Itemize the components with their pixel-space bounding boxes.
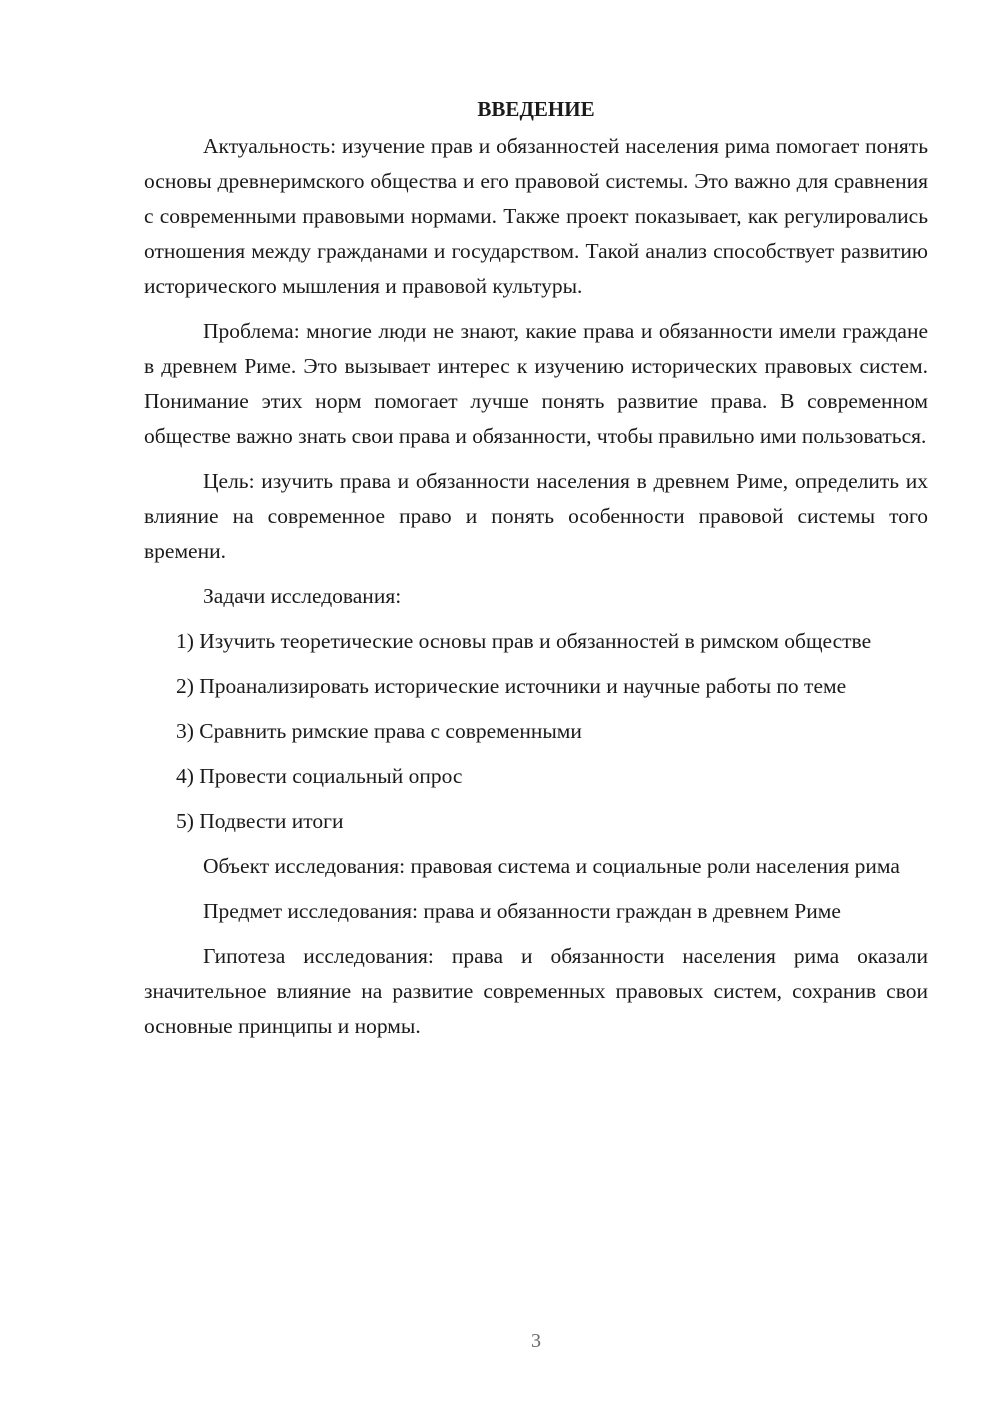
page-content: [144, 92, 928, 1044]
paragraph-problem: Проблема: многие люди не знают, какие права и обязанности имели граждане в древнем Риме. Это вызывает интерес к изучению исторических правовых систем. Понимание этих норм помогает лучше понять развитие права. В современном обществе важно знать свои права и обязанности, чтобы правильно ими пользоваться.: [144, 319, 928, 448]
task-item: 2) Проанализировать исторические источники и научные работы по теме: [176, 674, 847, 698]
paragraph-hypothesis: Гипотеза исследования: права и обязанности населения рима оказали значительное влияние на развитие современных правовых систем, сохранив свои основные принципы и нормы.: [144, 944, 928, 1038]
task-item: 3) Сравнить римские права с современными: [176, 719, 582, 743]
task-item: 4) Провести социальный опрос: [176, 764, 463, 788]
paragraph-relevance: Актуальность: изучение прав и обязанностей населения рима помогает понять основы древнеримского общества и его правовой системы. Это важно для сравнения с современными правовыми нормами. Также проект показывает, как регулировались отношения между гражданами и государством. Такой анализ способствует развитию исторического мышления и правовой культуры.: [144, 134, 928, 298]
tasks-list: [144, 624, 928, 839]
paragraph-subject: Предмет исследования: права и обязанности граждан в древнем Риме: [203, 899, 841, 923]
task-item: 1) Изучить теоретические основы прав и обязанностей в римском обществе: [176, 629, 872, 653]
page-number: 3: [531, 1330, 541, 1352]
tasks-label: Задачи исследования:: [203, 584, 402, 608]
task-item: 5) Подвести итоги: [176, 809, 344, 833]
paragraph-object: Объект исследования: правовая система и социальные роли населения рима: [203, 854, 900, 878]
page-title: ВВЕДЕНИЕ: [477, 97, 595, 121]
paragraph-goal: Цель: изучить права и обязанности населения в древнем Риме, определить их влияние на современное право и понять особенности правовой системы того времени.: [144, 469, 928, 563]
